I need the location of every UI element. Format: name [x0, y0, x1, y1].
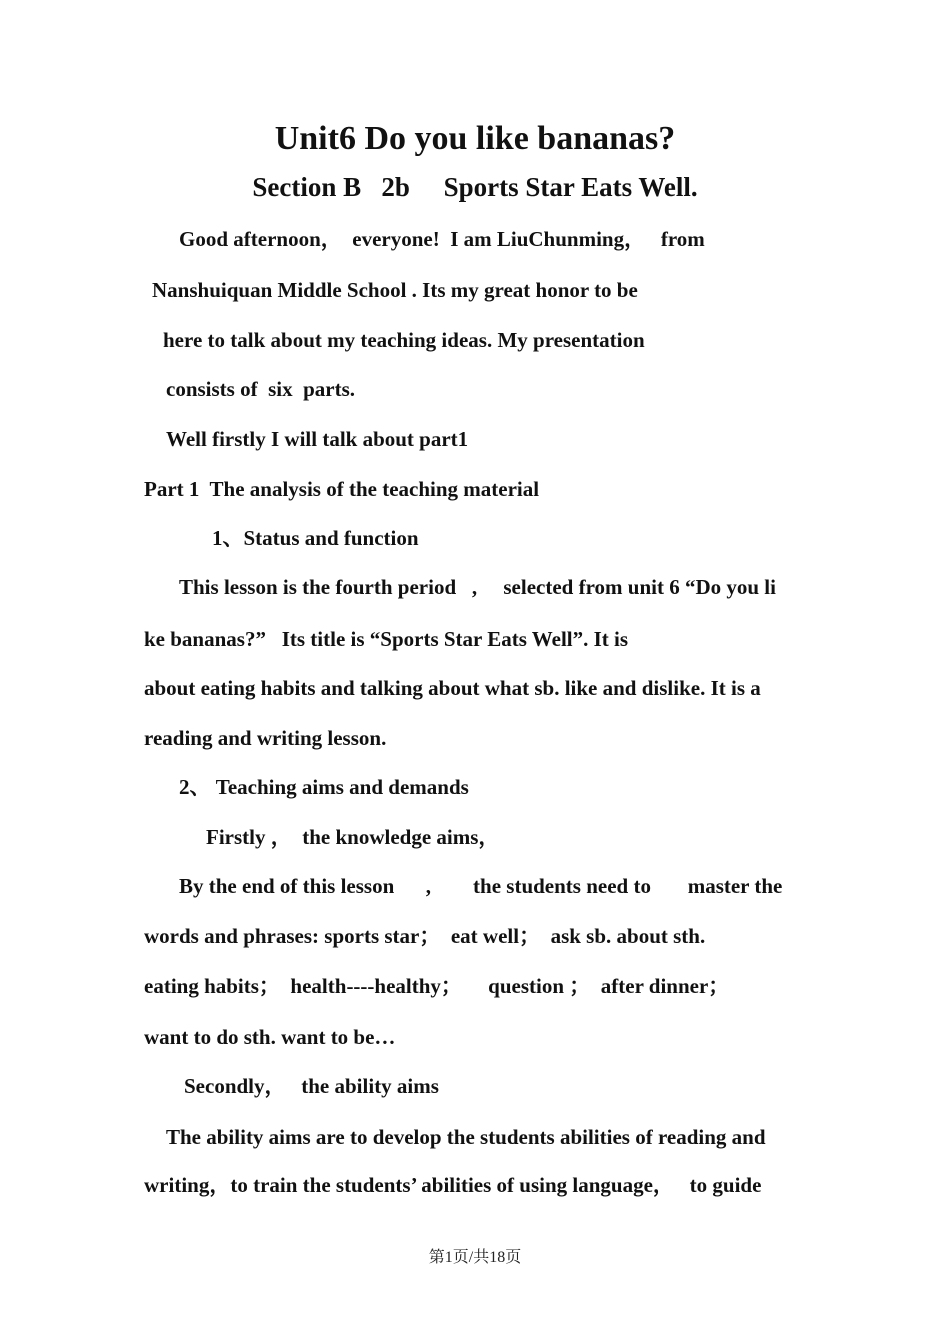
text-line: writing，to train the students’ abilities of using language， to guide: [144, 1173, 762, 1197]
text-line: Firstly ， the knowledge aims，: [206, 825, 500, 849]
text-line: words and phrases: sports star； eat well； ask sb. about sth.: [144, 924, 706, 948]
text-line: about eating habits and talking about what sb. like and dislike. It is a: [144, 676, 761, 700]
text-line: here to talk about my teaching ideas. My presentation: [163, 328, 645, 352]
text-line: This lesson is the fourth period , selected from unit 6 “Do you li: [179, 575, 776, 599]
text-line: Secondly， the ability aims: [184, 1074, 439, 1098]
text-line: want to do sth. want to be…: [144, 1025, 396, 1049]
text-line: By the end of this lesson , the students need to master the: [179, 874, 783, 898]
text-line: consists of six parts.: [166, 377, 356, 401]
subsection-heading: 1、Status and function: [212, 526, 419, 550]
document-title: Unit6 Do you like bananas?: [274, 120, 676, 157]
page-number: 第1页/共18页: [428, 1249, 522, 1266]
subsection-heading: 2、 Teaching aims and demands: [179, 775, 469, 799]
document-subtitle: Section B 2b Sports Star Eats Well.: [252, 172, 698, 202]
text-line: Nanshuiquan Middle School . Its my great honor to be: [152, 278, 638, 302]
text-line: reading and writing lesson.: [144, 726, 387, 750]
text-line: eating habits； health----healthy； question ； after dinner；: [144, 974, 730, 998]
text-line: Well firstly I will talk about part1: [166, 427, 469, 451]
text-line: The ability aims are to develop the students abilities of reading and: [166, 1125, 766, 1149]
section-heading: Part 1 The analysis of the teaching material: [144, 477, 540, 501]
text-line: Good afternoon， everyone! I am LiuChunming， from: [179, 227, 705, 251]
text-line: ke bananas?” Its title is “Sports Star Eats Well”. It is: [144, 627, 629, 651]
